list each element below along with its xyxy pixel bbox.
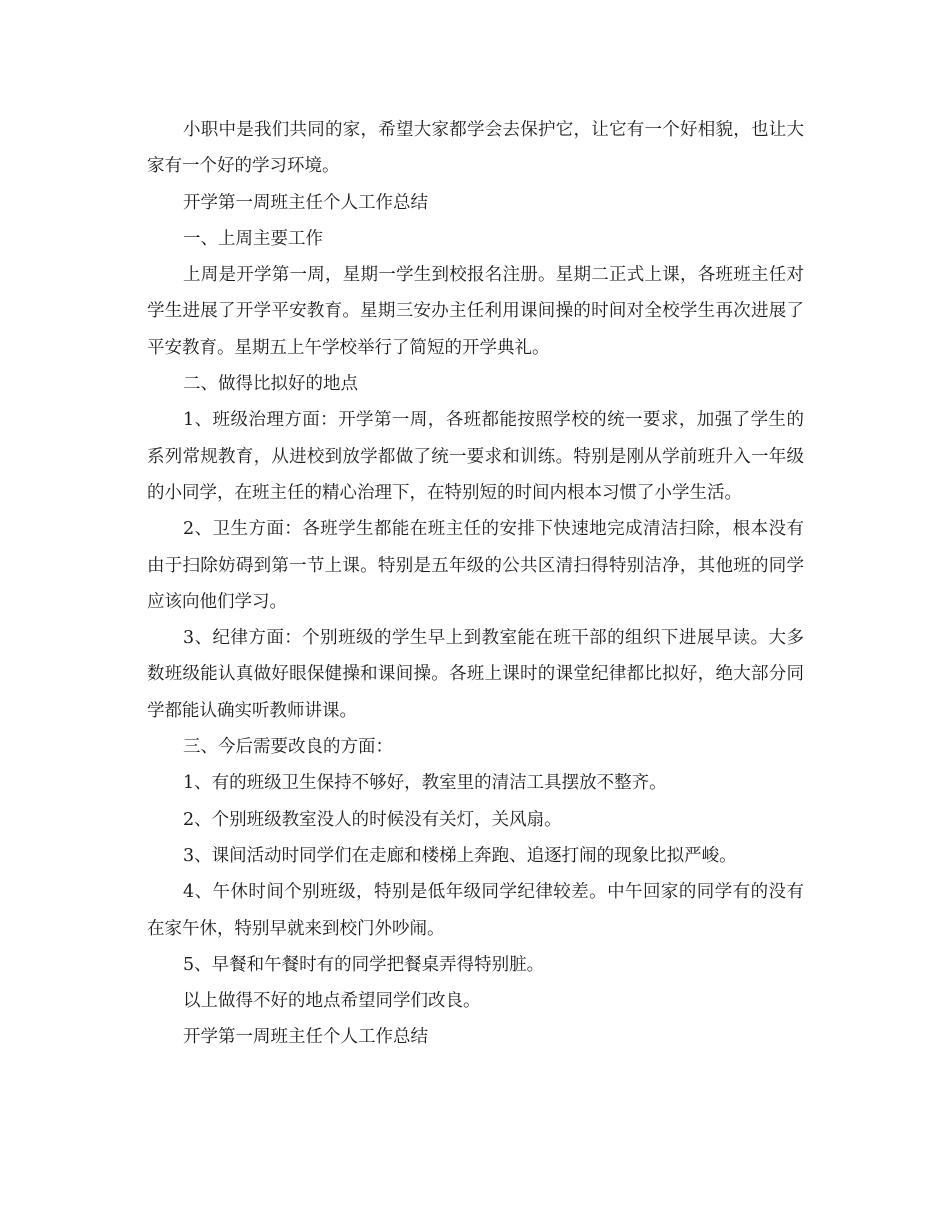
section-heading-improvements: 三、今后需要改良的方面：	[183, 737, 393, 758]
section-heading-good-points: 二、做得比拟好的地点	[183, 374, 358, 395]
list-item-improvement-1: 1、有的班级卫生保持不够好，教室里的清洁工具摆放不整齐。	[183, 773, 667, 794]
paragraph-discipline: 3、纪律方面：个别班级的学生早上到教室能在班干部的组织下进展早读。大多数班级能认真做好眼保健操和课间操。各班上课时的课堂纪律都比拟好，绝大部分同学都能认确实听教师讲课。	[147, 628, 804, 721]
list-item-improvement-3: 3、课间活动时同学们在走廊和楼梯上奔跑、追逐打闹的现象比拟严峻。	[183, 845, 737, 866]
paragraph-title: 开学第一周班主任个人工作总结	[183, 192, 428, 213]
paragraph-intro: 小职中是我们共同的家，希望大家都学会去保护它，让它有一个好相貌，也让大家有一个好的学习环境。	[147, 120, 804, 177]
paragraph-closing: 以上做得不好的地点希望同学们改良。	[183, 991, 481, 1012]
paragraph-title-repeat: 开学第一周班主任个人工作总结	[183, 1027, 428, 1048]
paragraph-hygiene: 2、卫生方面：各班学生都能在班主任的安排下快速地完成清洁扫除，根本没有由于扫除妨碍到第一节上课。特别是五年级的公共区清扫得特别洁净，其他班的同学应该向他们学习。	[147, 519, 804, 612]
list-item-improvement-2: 2、个别班级教室没人的时候没有关灯，关风扇。	[183, 809, 562, 830]
section-heading-last-week: 一、上周主要工作	[183, 228, 323, 249]
list-item-improvement-4: 4、午休时间个别班级，特别是低年级同学纪律较差。中午回家的同学有的没有在家午休，特别早就来到校门外吵闹。	[147, 882, 804, 939]
paragraph-last-week: 上周是开学第一周，星期一学生到校报名注册。星期二正式上课，各班班主任对学生进展了开学平安教育。星期三安办主任利用课间操的时间对全校学生再次进展了平安教育。星期五上午学校举行了简短的开学典礼。	[147, 265, 804, 358]
paragraph-class-management: 1、班级治理方面：开学第一周，各班都能按照学校的统一要求，加强了学生的系列常规教育，从进校到放学都做了统一要求和训练。特别是刚从学前班升入一年级的小同学，在班主任的精心治理下，在特别短的时间内根本习惯了小学生活。	[147, 410, 804, 503]
list-item-improvement-5: 5、早餐和午餐时有的同学把餐桌弄得特别脏。	[183, 954, 545, 975]
document-body	[147, 112, 804, 1056]
